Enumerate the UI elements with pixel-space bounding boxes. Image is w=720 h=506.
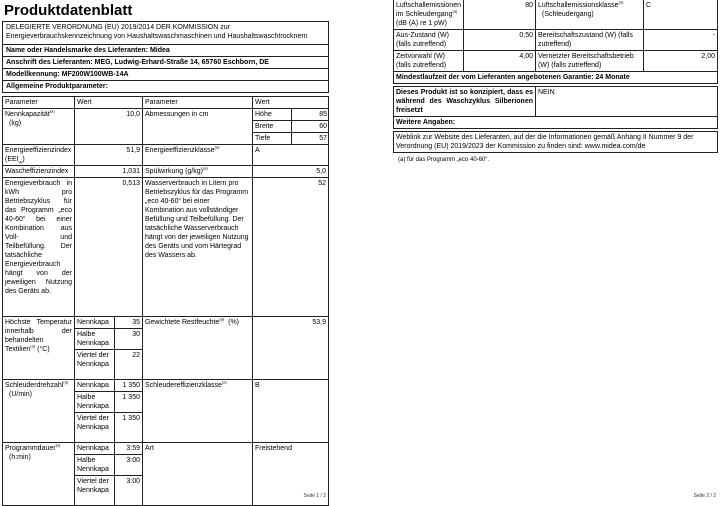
depth-value: 57 xyxy=(319,135,327,142)
energy-consumption-value: 0,513 xyxy=(75,178,143,317)
duration-value-3: 3:00 xyxy=(115,476,143,506)
eei-value: 51,9 xyxy=(75,145,143,166)
spin-unit: (U/min) xyxy=(9,391,32,398)
noise-value: 80 xyxy=(464,0,536,30)
dimensions-label: Abmessungen in cm xyxy=(143,109,253,145)
wei-label: Wascheffizienzindex xyxy=(3,166,75,178)
col-header-value-2: Wert xyxy=(253,97,329,109)
duration-sup: (a) xyxy=(55,442,61,448)
energy-consumption-label: Energieverbrauch in kWh pro Betriebszyklus für das Programm „eco 40-60“ bei einer Kombination aus Voll- und Teilbefüllung. Der tatsächliche Energieverbrauch hängt von der jeweiligen Nutzung des Geräts ab. xyxy=(3,178,75,317)
noise-class-text: Luftschallemissionsklasse xyxy=(538,2,619,9)
noise-label-text: Luftschallemissionen im Schleudergang xyxy=(396,2,461,18)
col-header-param-2: Parameter xyxy=(143,97,253,109)
capacity-label-text: Nennkapazität xyxy=(5,111,50,118)
duration-load-3: Viertel der Nennkapa xyxy=(75,476,115,506)
standby-label: Bereitschaftszustand (W) (falls zutreffend) xyxy=(536,30,644,51)
general-params-heading: Allgemeine Produktparameter: xyxy=(3,81,329,93)
water-consumption-value: 52 xyxy=(253,178,329,317)
eei-label xyxy=(3,145,75,166)
noise-class-value: C xyxy=(644,0,718,30)
spin-class-value: B xyxy=(253,380,329,443)
page2-table xyxy=(393,0,718,153)
rinse-sup: (a) xyxy=(202,165,208,171)
eei-sub: (EEI xyxy=(5,156,19,163)
type-value: Freistehend xyxy=(253,443,329,506)
capacity-unit: (kg) xyxy=(9,120,22,127)
moisture-label xyxy=(143,317,253,380)
eei-sub-close: ) xyxy=(22,156,25,163)
warranty-row: Mindestlaufzeit der vom Lieferanten angebotenen Garantie: 24 Monate xyxy=(394,72,718,84)
spin-sup: (a) xyxy=(63,379,69,385)
spin-value-2: 1 350 xyxy=(115,392,143,413)
moisture-unit: (%) xyxy=(228,319,239,326)
temperature-label-text: Höchste Temperatur innerhalb der behandelten Textilien xyxy=(5,319,72,353)
page-2-footer: Seite 2 / 2 xyxy=(693,493,716,499)
weblink-row: Weblink zur Website des Lieferanten, auf der die Informationen gemäß Anhang II Nummer 9 der Verordnung (EU) 2019/2023 der Kommission zu finden sind: www.midea.com/de xyxy=(394,132,718,153)
header-table xyxy=(2,21,329,93)
capacity-value: 10,0 xyxy=(75,109,143,145)
networked-standby-value: 2,00 xyxy=(644,51,718,72)
noise-class-unit: (Schleudergang) xyxy=(542,11,594,18)
noise-unit: (dB (A) re 1 pW) xyxy=(396,20,447,27)
height-value: 85 xyxy=(291,109,329,121)
duration-label xyxy=(3,443,75,506)
footnote: (a) für das Programm „eco 40-60“. xyxy=(398,157,490,163)
supplier-name: Name oder Handelsmarke des Lieferanten: Midea xyxy=(3,45,329,57)
document-title: Produktdatenblatt xyxy=(4,2,133,19)
noise-class-sup: (a) xyxy=(618,0,624,5)
capacity-sup: (a) xyxy=(49,108,55,114)
temperature-load-1: Nennkapa xyxy=(75,317,115,329)
temperature-load-2: Halbe Nennkapa xyxy=(75,329,115,350)
col-header-param: Parameter xyxy=(3,97,75,109)
duration-load-1: Nennkapa xyxy=(75,443,115,455)
delay-start-value: 4,00 xyxy=(464,51,536,72)
wei-value: 1,031 xyxy=(75,166,143,178)
duration-value-1: 3:59 xyxy=(115,443,143,455)
spin-label-text: Schleuderdrehzahl xyxy=(5,382,64,389)
temperature-unit: (°C) xyxy=(37,346,50,353)
rinse-value: 5,0 xyxy=(253,166,329,178)
spin-load-2: Halbe Nennkapa xyxy=(75,392,115,413)
capacity-label xyxy=(3,109,75,145)
energy-class-value: A xyxy=(253,145,329,166)
delay-start-label: Zeitvorwahl (W) (falls zutreffend) xyxy=(394,51,464,72)
noise-sup: (a) xyxy=(452,8,458,14)
spin-label xyxy=(3,380,75,443)
temperature-value-3: 22 xyxy=(115,350,143,380)
moisture-value: 53,9 xyxy=(253,317,329,380)
silver-ions-label: Dieses Produkt ist so konzipiert, dass es während des Waschzyklus Silberionen freisetzt xyxy=(394,87,536,117)
moisture-sup: (a) xyxy=(219,317,225,322)
temperature-value-1: 35 xyxy=(115,317,143,329)
height-label: Höhe xyxy=(253,109,291,121)
water-consumption-label: Wasserverbrauch in Litern pro Betriebszyklus für das Programm „eco 40-60“ bei einer Kombination aus vollständiger Befüllung und Teilbefüllung. Der tatsächliche Wasserverbrauch hängt von der jeweiligen Nutzung des Geräts und vom Härtegrad des Wassers ab. xyxy=(143,178,253,317)
noise-class-label xyxy=(536,0,644,30)
duration-label-text: Programmdauer xyxy=(5,445,56,452)
type-label: Art xyxy=(143,443,253,506)
silver-ions-value: NEIN xyxy=(536,87,718,117)
spin-class-text: Schleudereffizienzklasse xyxy=(145,382,222,389)
energy-class-text: Energieeffizienzklasse xyxy=(145,147,215,154)
off-mode-label: Aus-Zustand (W) (falls zutreffend) xyxy=(394,30,464,51)
spin-value-1: 1 350 xyxy=(115,380,143,392)
noise-label xyxy=(394,0,464,30)
load-table xyxy=(2,317,329,506)
duration-load-2: Halbe Nennkapa xyxy=(75,455,115,476)
page-2 xyxy=(393,0,720,503)
page-1 xyxy=(0,0,330,503)
dimensions-cell xyxy=(253,109,329,145)
spin-class-sup: (a) xyxy=(221,379,227,385)
energy-class-label xyxy=(143,145,253,166)
regulation-text: DELEGIERTE VERORDNUNG (EU) 2019/2014 DER KOMMISSION zur Energieverbrauchskennzeichnung von Haushaltswaschmaschinen und Haushaltswaschtrocknern xyxy=(3,22,329,45)
moisture-label-text: Gewichtete Restfeuchte xyxy=(145,319,220,326)
dimensions-subtable xyxy=(253,109,329,144)
spin-load-1: Nennkapa xyxy=(75,380,115,392)
energy-class-sup: (a) xyxy=(214,144,220,150)
supplier-address: Anschrift des Lieferanten: MEG, Ludwig-Erhard-Straße 14, 65760 Eschborn, DE xyxy=(3,57,329,69)
temperature-value-2: 30 xyxy=(115,329,143,350)
eei-label-text: Energieeffizienzindex xyxy=(5,147,72,154)
temperature-label xyxy=(3,317,75,380)
col-header-value: Wert xyxy=(75,97,143,109)
params-table xyxy=(2,96,329,317)
networked-standby-label: Vernetzter Bereitschaftsbetrieb (W) (falls zutreffend) xyxy=(536,51,644,72)
width-label: Breite xyxy=(253,121,291,133)
model-identifier: Modellkennung: MF200W100WB-14A xyxy=(3,69,329,81)
spin-class-label xyxy=(143,380,253,443)
rinse-label-text: Spülwirkung (g/kg) xyxy=(145,168,203,175)
page-1-footer: Seite 1 / 2 xyxy=(303,493,326,499)
spin-load-3: Viertel der Nennkapa xyxy=(75,413,115,443)
depth-label: Tiefe xyxy=(253,133,291,145)
duration-unit: (h:min) xyxy=(9,454,31,461)
off-mode-value: 0,50 xyxy=(464,30,536,51)
temperature-load-3: Viertel der Nennkapa xyxy=(75,350,115,380)
eei-sub-w: W xyxy=(18,159,23,165)
standby-value: - xyxy=(644,30,718,51)
further-info-heading: Weitere Angaben: xyxy=(394,117,718,129)
duration-value-2: 3:00 xyxy=(115,455,143,476)
spin-value-3: 1 350 xyxy=(115,413,143,443)
width-value: 60 xyxy=(291,121,329,133)
temperature-sup: (a) xyxy=(30,343,36,349)
rinse-label xyxy=(143,166,253,178)
